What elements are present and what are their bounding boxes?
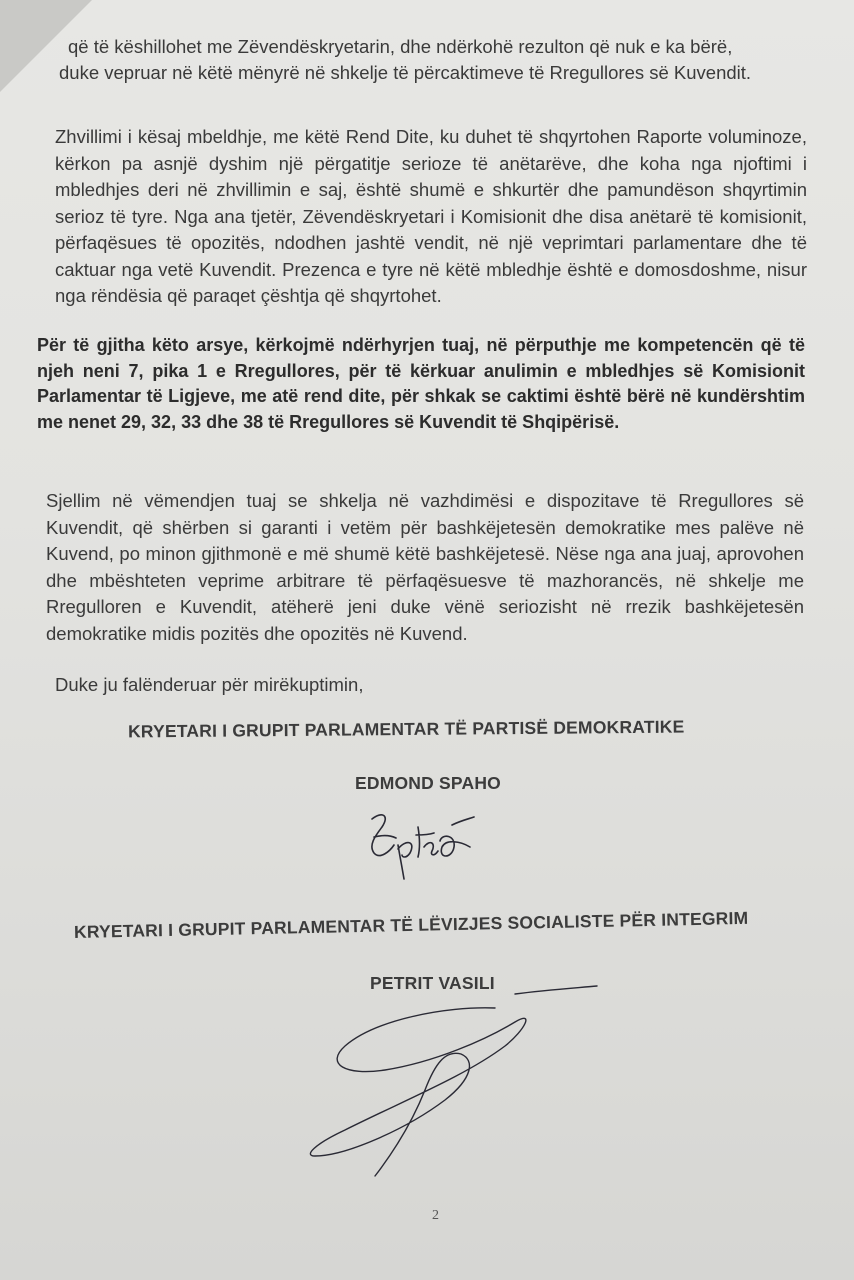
top-paragraph (37, 34, 777, 86)
signatory-2-name: PETRIT VASILI (370, 973, 495, 993)
paragraph-notice: Sjellim në vëmendjen tuaj se shkelja në vazhdimësi e dispozitave të Rregullores së Kuvendit, që shërben si garanti i vetëm për bashkëjetesën demokratike mes palëve në Kuvend, po minon gjithmonë e më shumë këtë bashkëjetesë. Nëse nga ana juaj, aprovohen dhe mbështeten veprime arbitrare të përfaqësuesve të mazhorancës, në shkelje me Rregulloren e Kuvendit, atëherë jeni duke vënë seriozisht në rrezik bashkëjetesën demokratike midis pozitës dhe opozitës në Kuvend. (46, 490, 804, 644)
signature-vasili (285, 980, 615, 1190)
paragraph-meeting: Zhvillimi i kësaj mbeldhje, me këtë Rend Dite, ku duhet të shqyrtohen Raporte voluminoze, kërkon pa asnjë dyshim një përgatitje serioze të anëtarëve, dhe koha nga njoftimi i mbledhjes deri në zhvillimin e saj, është shumë e shkurtër dhe pamundëson shqyrtimin serioz të tyre. Nga ana tjetër, Zëvendëskryetari i Komisionit dhe disa anëtarë të komisionit, përfaqësues të opozitës, ndodhen jashtë vendit, në një veprimtari parlamentare dhe të caktuar nga vetë Kuvendit. Prezenca e tyre në këtë mbledhje është e domosdoshme, nisur nga rëndësia që paraqet çështja që shqyrtohet. (55, 126, 807, 306)
signature-spaho (360, 805, 510, 885)
top-paragraph-line-2: duke vepruar në këtë mënyrë në shkelje të përcaktimeve të Rregullores së Kuvendit. (59, 62, 752, 83)
paragraph-request: Për të gjitha këto arsye, kërkojmë ndërhyrjen tuaj, në përputhje me kompetencën që të njeh neni 7, pika 1 e Rregullores, për të kërkuar anulimin e mbledhjes së Komisionit Parlamentar të Ligjeve, me atë rend dite, për shkak se caktimi është bërë në kundërshtim me nenet 29, 32, 33 dhe 38 të Rregullores së Kuvendit të Shqipërisë. (37, 335, 805, 432)
page-number: 2 (432, 1208, 439, 1223)
signatory-1-name: EDMOND SPAHO (355, 773, 501, 793)
closing-line: Duke ju falënderuar për mirëkuptimin, (55, 674, 364, 695)
signatory-1-title: KRYETARI I GRUPIT PARLAMENTAR TË PARTISË DEMOKRATIKE (127, 716, 685, 742)
top-paragraph-line-1: që të këshillohet me Zëvendëskryetarin, dhe ndërkohë rezulton që nuk e ka bërë, (68, 36, 733, 57)
signatory-2-title: KRYETARI I GRUPIT PARLAMENTAR TË LËVIZJES SOCIALISTE PËR INTEGRIM (73, 907, 749, 942)
